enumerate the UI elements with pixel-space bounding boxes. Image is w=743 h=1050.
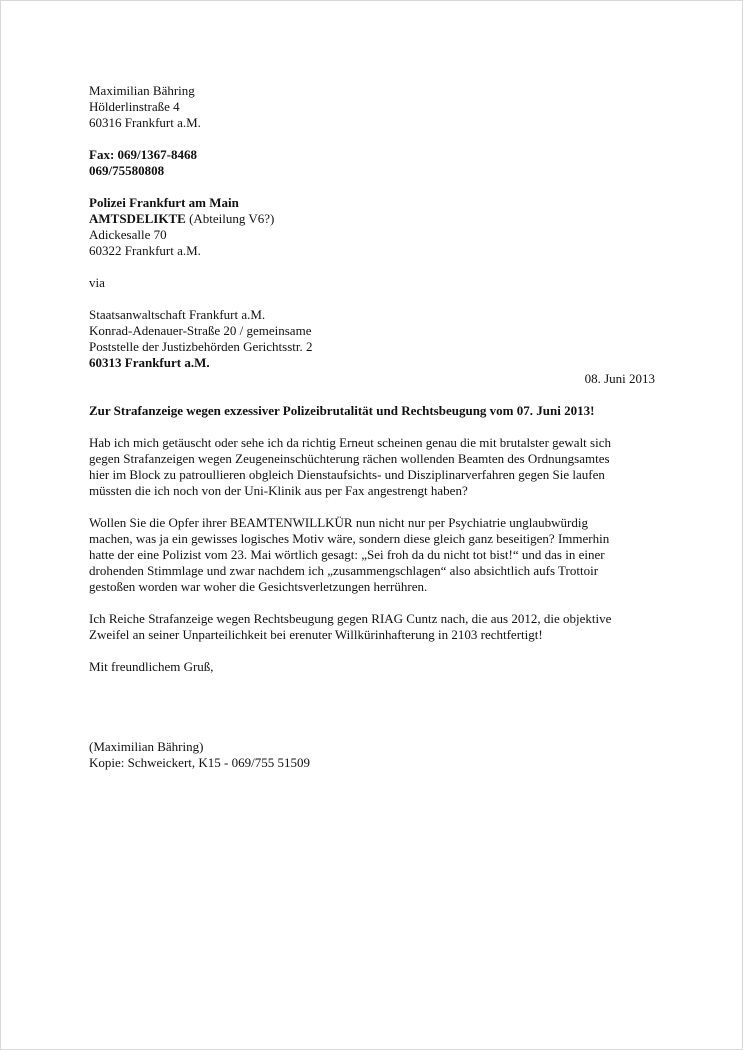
paragraph-line: drohenden Stimmlage und zwar nachdem ich „zusammengschlagen“ also absichtlich aufs Trottoir <box>89 563 599 578</box>
recipient-dept-bold: AMTSDELIKTE <box>89 211 186 226</box>
via-street: Konrad-Adenauer-Straße 20 / gemeinsame <box>89 323 312 338</box>
sender-address <box>89 83 655 131</box>
paragraph-line: Ich Reiche Strafanzeige wegen Rechtsbeugung gegen RIAG Cuntz nach, die aus 2012, die objektive <box>89 611 612 626</box>
copy-note: Kopie: Schweickert, K15 - 069/755 51509 <box>89 755 310 770</box>
paragraph-line: hatte der eine Polizist vom 23. Mai wörtlich gesagt: „Sei froh da du nicht tot bist!“ und das in einer <box>89 547 605 562</box>
paragraph-line: gegen Strafanzeigen wegen Zeugeneinschüchterung rächen wollenden Beamten des Ordnungsamtes <box>89 451 610 466</box>
recipient-org: Polizei Frankfurt am Main <box>89 195 239 210</box>
recipient-city: 60322 Frankfurt a.M. <box>89 243 201 258</box>
paragraph-line: müssten die ich noch von der Uni-Klinik aus per Fax angestrengt haben? <box>89 483 468 498</box>
via-recipient-address <box>89 307 655 371</box>
paragraph-line: Zweifel an seiner Unparteilichkeit bei erenuter Willkürinhafterung in 2103 rechtfertigt! <box>89 627 543 642</box>
letter-subject: Zur Strafanzeige wegen exzessiver Polizeibrutalität und Rechtsbeugung vom 07. Juni 2013! <box>89 403 595 418</box>
recipient-department <box>89 211 655 227</box>
closing: Mit freundlichem Gruß, <box>89 659 214 674</box>
via-label: via <box>89 275 105 290</box>
letter-body <box>89 83 655 771</box>
sender-street: Hölderlinstraße 4 <box>89 99 180 114</box>
recipient-street: Adickesalle 70 <box>89 227 167 242</box>
letter-date: 08. Juni 2013 <box>584 371 655 386</box>
signature-space <box>89 675 655 739</box>
paragraph-line: hier im Block zu patroullieren obgleich Dienstaufsichts- und Disziplinarverfahren gegen Sie laufen <box>89 467 605 482</box>
paragraph-3 <box>89 611 655 643</box>
recipient-address <box>89 195 655 259</box>
via-poststelle: Poststelle der Justizbehörden Gerichtsstr. 2 <box>89 339 313 354</box>
recipient-dept-rest: (Abteilung V6?) <box>185 211 275 226</box>
sender-name: Maximilian Bähring <box>89 83 195 98</box>
via-org: Staatsanwaltschaft Frankfurt a.M. <box>89 307 266 322</box>
paragraph-line: Wollen Sie die Opfer ihrer BEAMTENWILLKÜR nun nicht nur per Psychiatrie unglaubwürdig <box>89 515 588 530</box>
signature-block <box>89 739 655 771</box>
paragraph-line: machen, was ja ein gewisses logisches Motiv wäre, sondern diese gleich ganz beseitigen? Immerhin <box>89 531 610 546</box>
fax-line-2: 069/75580808 <box>89 163 165 178</box>
fax-numbers <box>89 147 655 179</box>
via-city: 60313 Frankfurt a.M. <box>89 355 210 370</box>
sender-city: 60316 Frankfurt a.M. <box>89 115 201 130</box>
fax-line-1: Fax: 069/1367-8468 <box>89 147 197 162</box>
paragraph-line: Hab ich mich getäuscht oder sehe ich da richtig Erneut scheinen genau die mit brutalster gewalt sich <box>89 435 611 450</box>
signature-name: (Maximilian Bähring) <box>89 739 204 754</box>
paragraph-line: gestoßen worden war woher die Gesichtsverletzungen herrühren. <box>89 579 428 594</box>
paragraph-1 <box>89 435 655 499</box>
paragraph-2 <box>89 515 655 595</box>
